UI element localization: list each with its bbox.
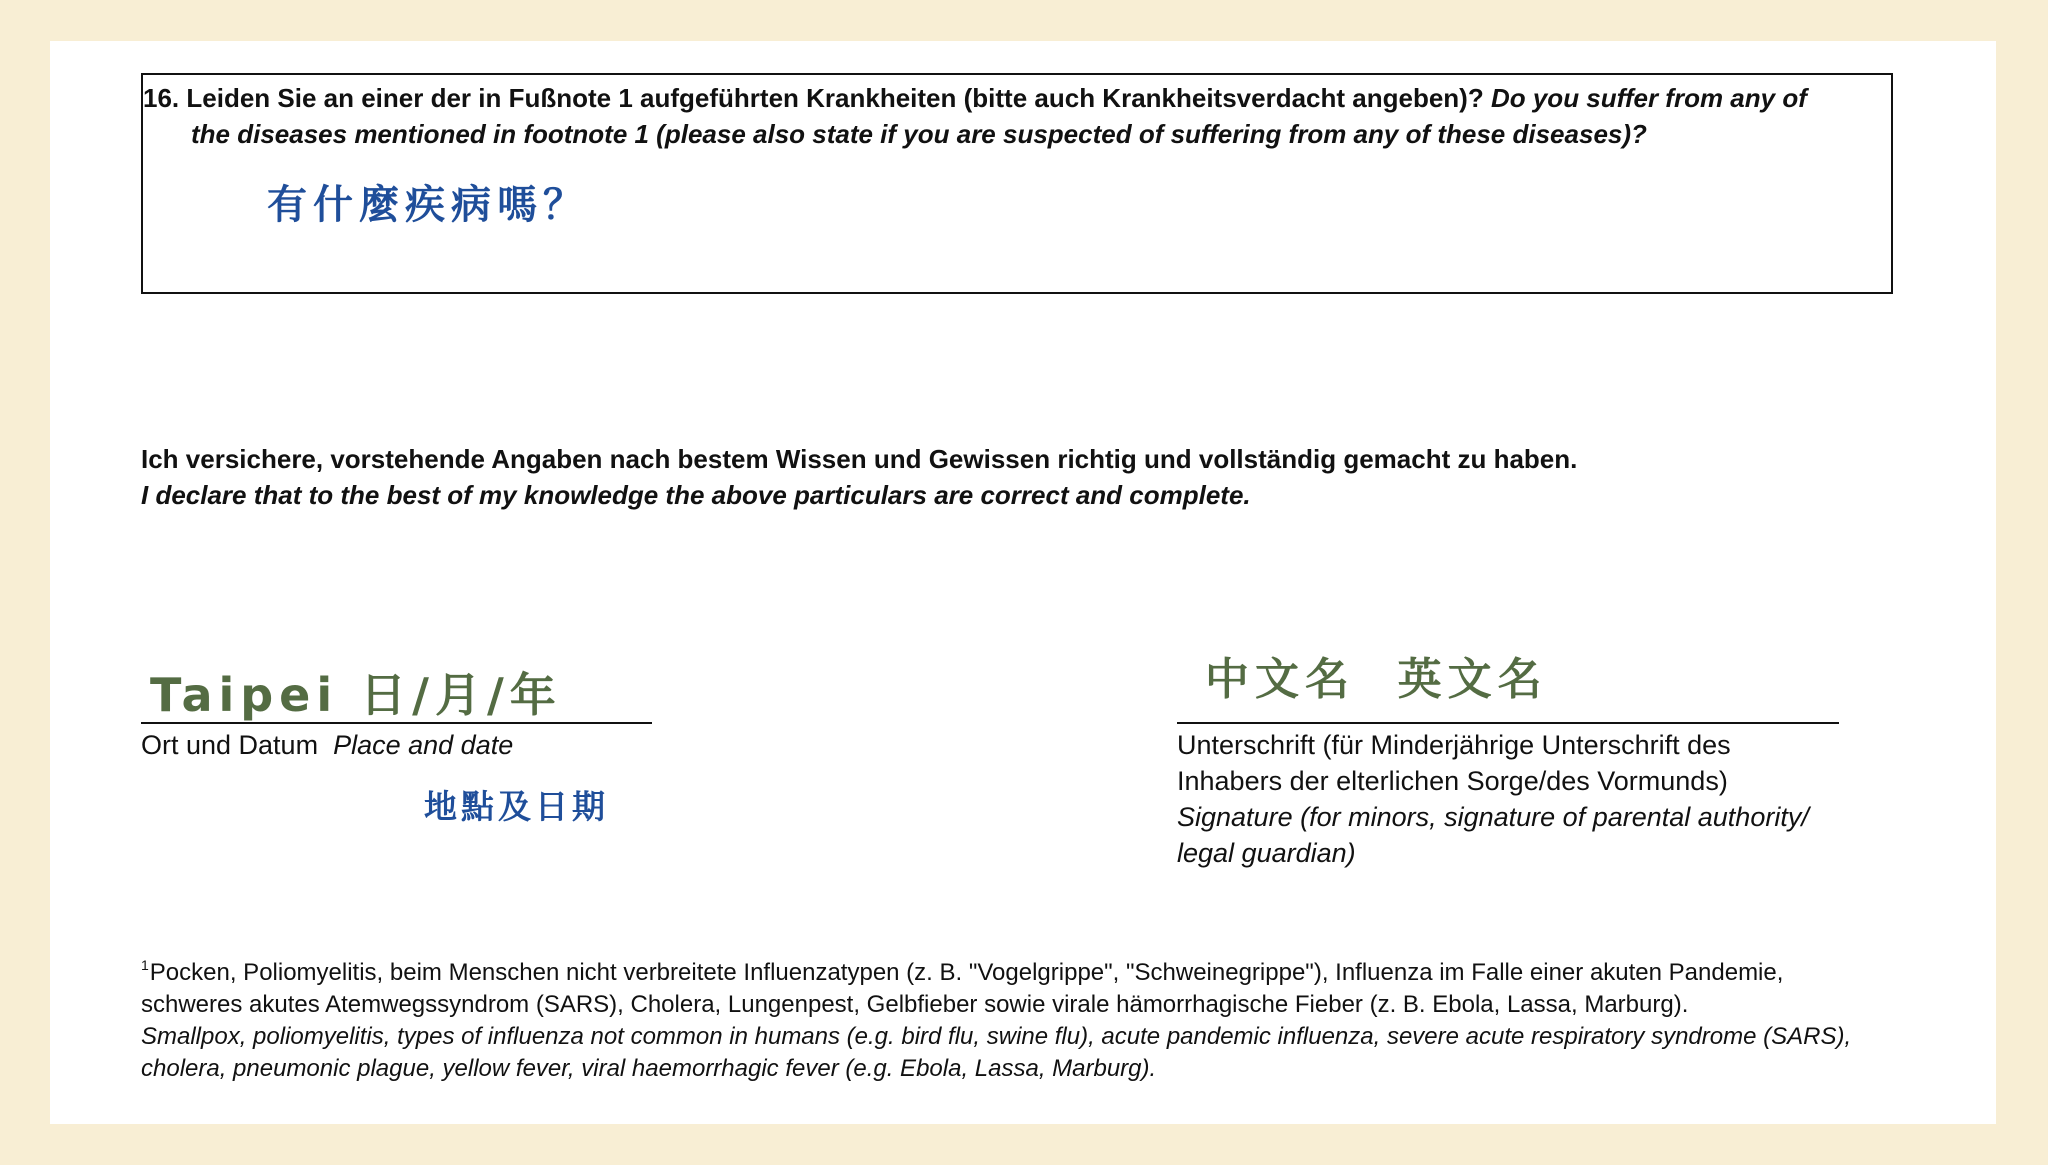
- footnote: [141, 949, 1851, 1085]
- place-date-hint-annotation: 地點及日期: [424, 787, 609, 826]
- signature-value[interactable]: 中文名 英文名: [1205, 654, 1548, 705]
- question-16-box: [141, 73, 1893, 294]
- place-date-label-de: Ort und Datum: [141, 730, 319, 760]
- signature-line: [1177, 722, 1839, 724]
- signature-label-en-2: legal guardian): [1177, 838, 1356, 868]
- footnote-de-1: $^1$Pocken, Poliomyelitis, beim Menschen nicht verbreitete Influenzatypen (z. B. "Vogelgrippe", "Schweinegrippe"), Influenza im Falle einer akuten Pandemie,: [141, 957, 1784, 986]
- place-date-label-en: Place and date: [333, 730, 514, 760]
- footnote-marker: 1: [141, 957, 149, 973]
- signature-label-de-2: Inhabers der elterlichen Sorge/des Vormunds): [1177, 766, 1728, 796]
- declaration-de: Ich versichere, vorstehende Angaben nach bestem Wissen und Gewissen richtig und vollständig gemacht zu haben.: [141, 444, 1578, 474]
- signature-label-de-1: Unterschrift (für Minderjährige Unterschrift des: [1177, 730, 1731, 760]
- question-hint-annotation: 有什麼疾病嗎？: [267, 182, 589, 228]
- signature-label: [1177, 727, 1809, 871]
- question-text-de: Leiden Sie an einer der in Fußnote 1 aufgeführten Krankheiten (bitte auch Krankheitsverdacht angeben)?: [186, 83, 1484, 113]
- place-date-value[interactable]: Taipei 日/月/年: [150, 668, 562, 722]
- footnote-de-2: schweres akutes Atemwegssyndrom (SARS), Cholera, Lungenpest, Gelbfieber sowie virale hämorrhagische Fieber (z. B. Ebola, Lassa, Marburg).: [141, 991, 1689, 1018]
- footnote-en-1: Smallpox, poliomyelitis, types of influenza not common in humans (e.g. bird flu, swine flu), acute pandemic influenza, severe acute respiratory syndrome (SARS),: [141, 1023, 1852, 1050]
- question-16-line-2: the diseases mentioned in footnote 1 (please also state if you are suspected of suffering from any of these diseases)?: [191, 119, 1647, 149]
- place-date-label: [141, 727, 513, 763]
- place-date-line: [141, 722, 652, 724]
- question-16-line-1: [143, 80, 1807, 116]
- question-text-en-part-1: Do you suffer from any of: [1490, 83, 1807, 113]
- form-page: [50, 41, 1996, 1124]
- declaration-en: I declare that to the best of my knowledge the above particulars are correct and complete.: [141, 480, 1251, 510]
- declaration: [141, 441, 1577, 513]
- question-number: 16.: [143, 83, 180, 113]
- footnote-en-2: cholera, pneumonic plague, yellow fever, viral haemorrhagic fever (e.g. Ebola, Lassa, Marburg).: [141, 1055, 1157, 1082]
- signature-label-en-1: Signature (for minors, signature of parental authority/: [1177, 802, 1809, 832]
